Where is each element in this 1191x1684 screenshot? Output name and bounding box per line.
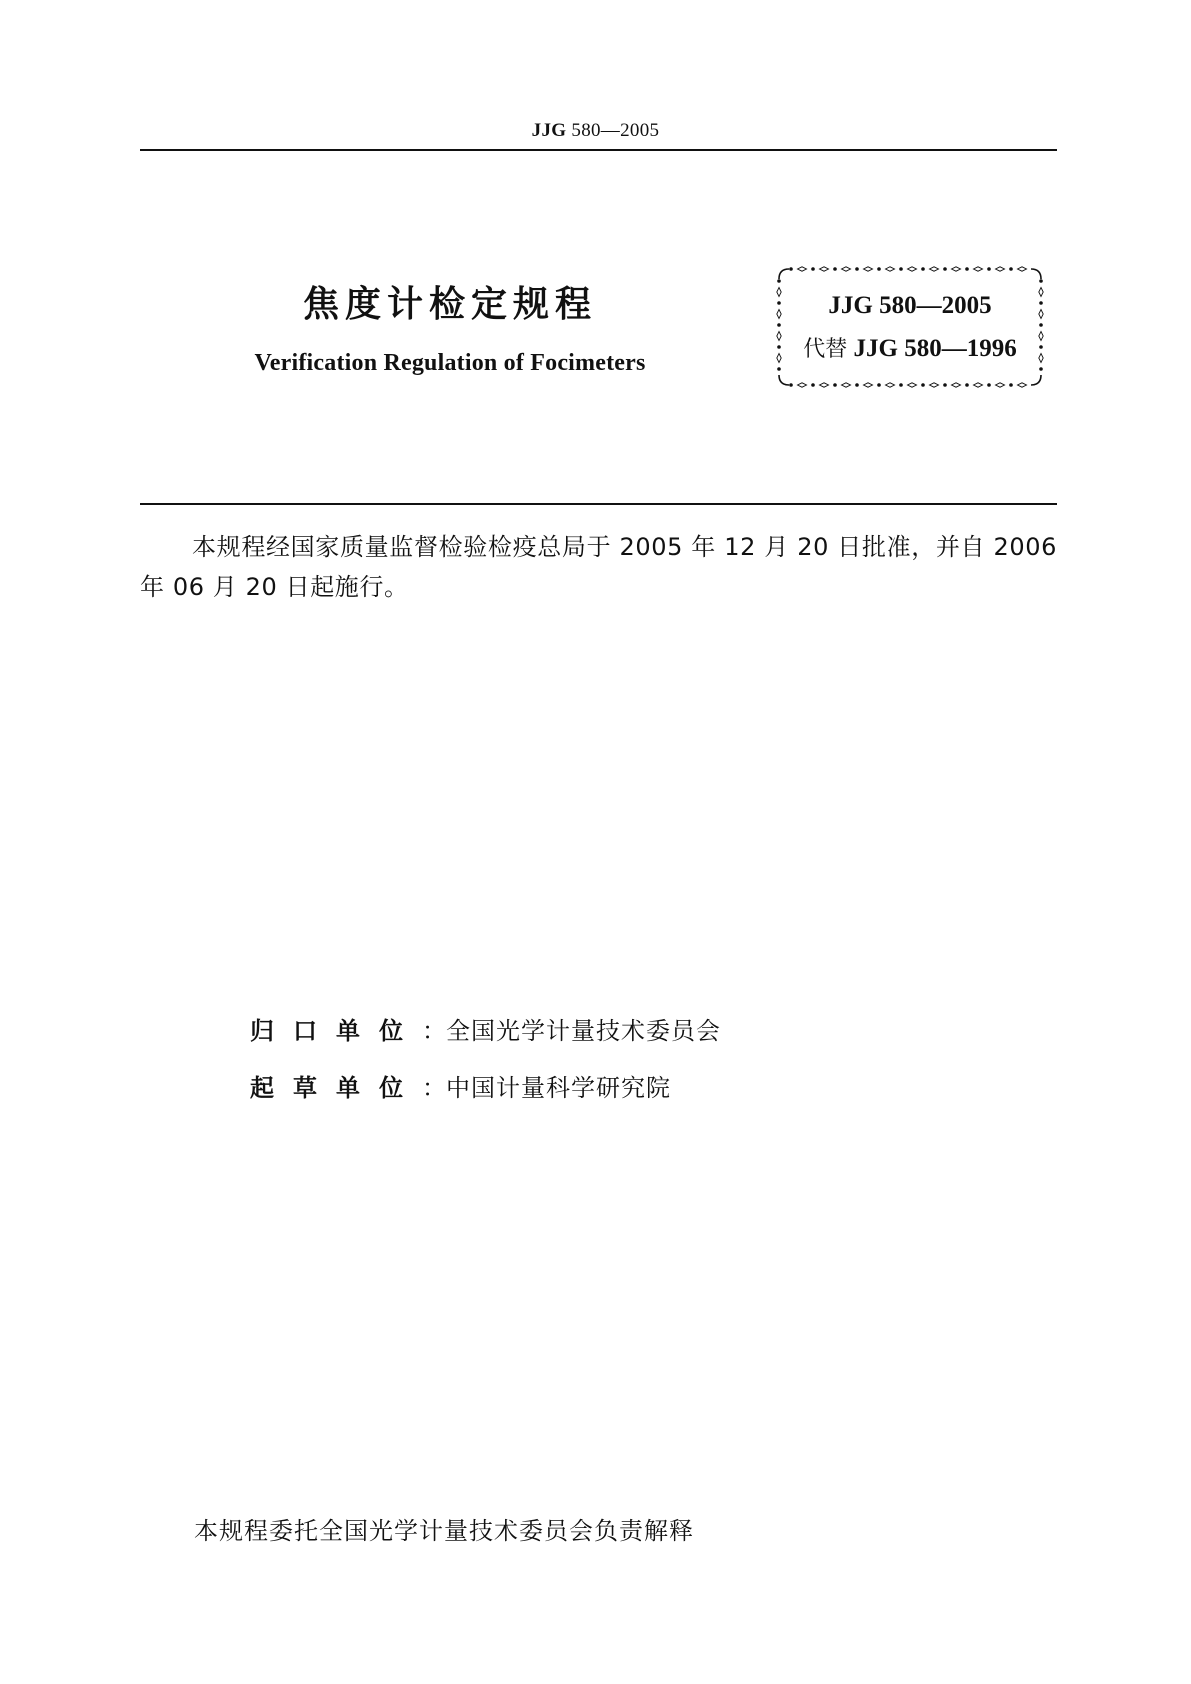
drafting-unit-label: 起草单位 <box>250 1074 422 1102</box>
drafting-unit-row <box>250 1068 671 1103</box>
interpretation-note: 本规程委托全国光学计量技术委员会负责解释 <box>194 1517 694 1545</box>
header-code-prefix: JJG <box>531 120 567 141</box>
responsible-unit-row <box>250 1011 721 1046</box>
current-standard-code: JJG 580—2005 <box>828 292 992 319</box>
responsible-unit-value: 全国光学计量技术委员会 <box>446 1017 721 1045</box>
replaced-standard-code: JJG 580—1996 <box>847 335 1017 362</box>
header-code-number: 580—2005 <box>566 120 660 141</box>
approval-statement: 本规程经国家质量监督检验检疫总局于 2005 年 12 月 20 日批准，并自 2006 年 06 月 20 日起施行。 <box>140 533 1057 601</box>
document-title-english: Verification Regulation of Focimeters <box>254 350 646 376</box>
section-divider <box>140 503 1057 505</box>
drafting-unit-value: 中国计量科学研究院 <box>446 1074 671 1102</box>
replaced-standard-line <box>774 332 1046 363</box>
drafting-unit-colon: ： <box>422 1074 446 1102</box>
decorative-frame <box>774 264 1046 390</box>
responsible-unit-colon: ： <box>422 1017 446 1045</box>
header-divider <box>140 149 1057 151</box>
replaces-label: 代替 <box>803 337 848 362</box>
document-title-chinese: 焦度计检定规程 <box>302 284 597 325</box>
header-standard-code <box>0 120 1191 142</box>
standard-code-box <box>774 264 1046 390</box>
responsible-unit-label: 归口单位 <box>250 1017 422 1045</box>
